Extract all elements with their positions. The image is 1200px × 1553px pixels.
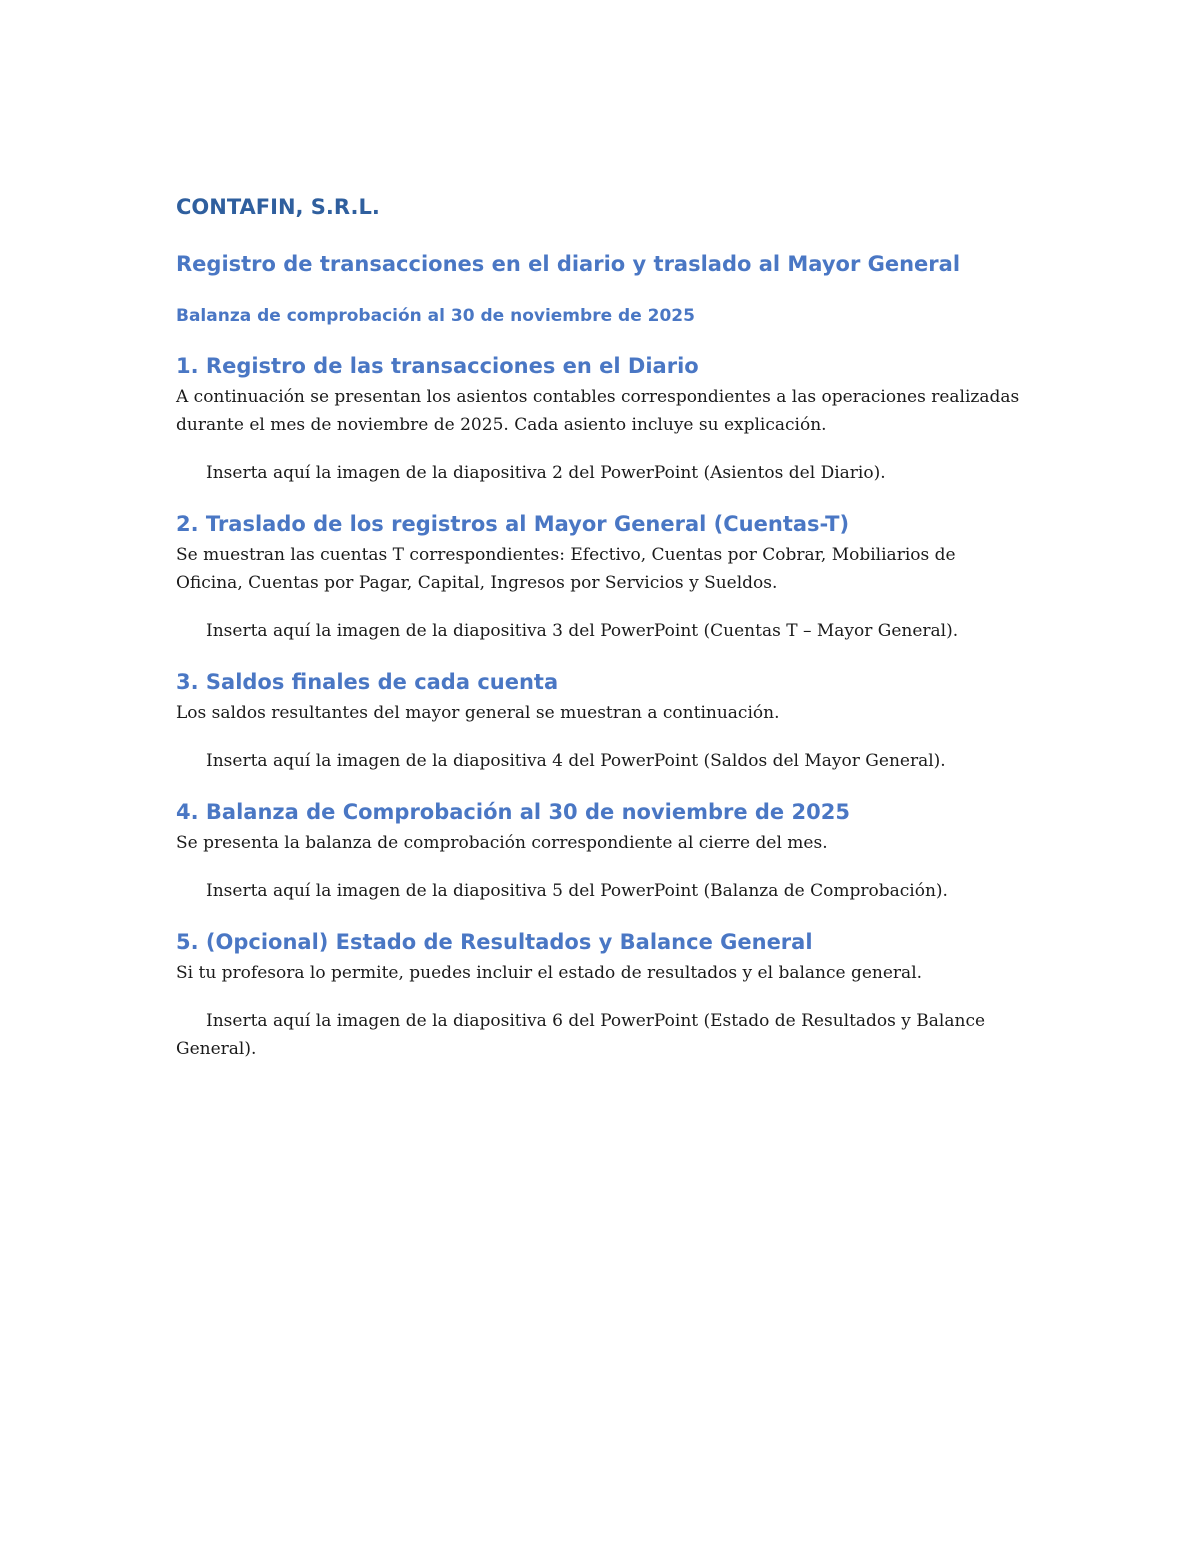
section-heading: 4. Balanza de Comprobación al 30 de noviembre de 2025 (176, 800, 850, 824)
section-5 (176, 925, 1026, 1063)
document-content (176, 190, 1026, 1083)
document-subtitle: Balanza de comprobación al 30 de noviembre de 2025 (176, 306, 695, 326)
image-placeholder-note: Inserta aquí la imagen de la diapositiva 5 del PowerPoint (Balanza de Comprobación). (206, 881, 948, 901)
image-placeholder-note: Inserta aquí la imagen de la diapositiva 4 del PowerPoint (Saldos del Mayor General). (206, 751, 946, 771)
image-placeholder-note: Inserta aquí la imagen de la diapositiva 6 del PowerPoint (Estado de Resultados y Balance General). (176, 1011, 986, 1059)
section-body: Se muestran las cuentas T correspondientes: Efectivo, Cuentas por Cobrar, Mobiliarios de Oficina, Cuentas por Pagar, Capital, Ingresos por Servicios y Sueldos. (176, 545, 956, 593)
section-heading: 5. (Opcional) Estado de Resultados y Balance General (176, 930, 813, 954)
image-placeholder-note: Inserta aquí la imagen de la diapositiva 3 del PowerPoint (Cuentas T – Mayor General). (206, 621, 959, 641)
image-placeholder-note: Inserta aquí la imagen de la diapositiva 2 del PowerPoint (Asientos del Diario). (206, 463, 886, 483)
section-4 (176, 795, 1026, 905)
section-heading: 2. Traslado de los registros al Mayor General (Cuentas-T) (176, 512, 850, 536)
section-3 (176, 665, 1026, 775)
section-body: A continuación se presentan los asientos contables correspondientes a las operaciones realizadas durante el mes de noviembre de 2025. Cada asiento incluye su explicación. (176, 387, 1020, 435)
company-name: CONTAFIN, S.R.L. (176, 195, 380, 219)
section-body: Se presenta la balanza de comprobación correspondiente al cierre del mes. (176, 833, 828, 853)
section-body: Si tu profesora lo permite, puedes incluir el estado de resultados y el balance general. (176, 963, 923, 983)
section-body: Los saldos resultantes del mayor general se muestran a continuación. (176, 703, 780, 723)
section-heading: 3. Saldos finales de cada cuenta (176, 670, 559, 694)
section-1 (176, 349, 1026, 487)
document-title: Registro de transacciones en el diario y traslado al Mayor General (176, 252, 961, 276)
section-heading: 1. Registro de las transacciones en el Diario (176, 354, 699, 378)
section-2 (176, 507, 1026, 645)
